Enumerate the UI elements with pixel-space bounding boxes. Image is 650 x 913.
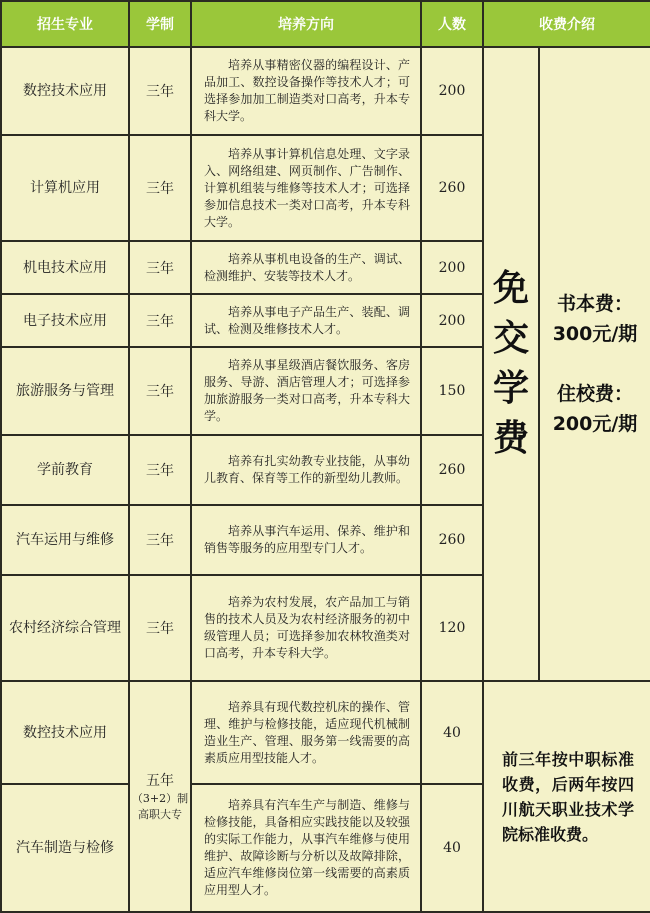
header-direction: 培养方向: [191, 1, 421, 47]
tuition-free-label: [484, 264, 538, 464]
five-year-line: 五年: [146, 772, 174, 789]
duration: 三年: [129, 347, 191, 435]
major-name: 农村经济综合管理: [1, 575, 129, 681]
major-name: 电子技术应用: [1, 294, 129, 347]
five-year-duration: [129, 681, 191, 912]
direction-text: 培养从事计算机信息处理、文字录入、网络组建、网页制作、广告制作、计算机组装与维修等技术人才；可选择参加信息技术一类对口高考，升本专科大学。: [191, 135, 421, 241]
major-name: 数控技术应用: [1, 681, 129, 784]
duration: 三年: [129, 505, 191, 575]
header-major: 招生专业: [1, 1, 129, 47]
duration: 三年: [129, 294, 191, 347]
header-row: [1, 1, 650, 47]
major-name: 汽车制造与检修: [1, 784, 129, 912]
duration: 三年: [129, 135, 191, 241]
direction-text: 培养具有现代数控机床的操作、管理、维护与检修技能，适应现代机械制造业生产、管理、服务第一线需要的高素质应用型技能人才。: [191, 681, 421, 784]
direction-text: 培养从事电子产品生产、装配、调试、检测及维修技术人才。: [191, 294, 421, 347]
free-char: 费: [492, 418, 529, 459]
duration: 三年: [129, 47, 191, 135]
header-fee: 收费介绍: [483, 1, 650, 47]
enrollment-count: 150: [421, 347, 483, 435]
major-name: 学前教育: [1, 435, 129, 505]
direction-text: 培养为农村发展，农产品加工与销售的技术人员及为农村经济服务的初中级管理人员；可选择参加农林牧渔类对口高考，升本专科大学。: [191, 575, 421, 681]
tuition-free-cell: [483, 47, 539, 681]
free-char: 交: [492, 318, 529, 359]
direction-text: 培养从事机电设备的生产、调试、检测维护、安装等技术人才。: [191, 241, 421, 294]
duration: 三年: [129, 435, 191, 505]
major-name: 计算机应用: [1, 135, 129, 241]
enrollment-count: 40: [421, 681, 483, 784]
enrollment-count: 260: [421, 135, 483, 241]
boarding-fee-label: 住校费：: [556, 383, 633, 405]
header-count: 人数: [421, 1, 483, 47]
enrollment-count: 200: [421, 47, 483, 135]
free-char: 免: [492, 268, 529, 309]
direction-text: 培养有扎实幼教专业技能，从事幼儿教育、保育等工作的新型幼儿教师。: [191, 435, 421, 505]
header-duration: 学制: [129, 1, 191, 47]
free-char: 学: [492, 368, 529, 409]
direction-text: 培养从事汽车运用、保养、维护和销售等服务的应用型专门人才。: [191, 505, 421, 575]
duration: 三年: [129, 241, 191, 294]
books-fee-label: 书本费：: [556, 293, 633, 315]
enrollment-count: 260: [421, 435, 483, 505]
direction-text: 培养从事精密仪器的编程设计、产品加工、数控设备操作等技术人才；可选择参加加工制造类对口高考，升本专科大学。: [191, 47, 421, 135]
five-year-line: 高职大专: [138, 807, 182, 821]
fee-details-cell: [539, 47, 650, 681]
five-year-line: （3+2）制: [131, 791, 189, 805]
enrollment-count: 200: [421, 241, 483, 294]
enrollment-count: 40: [421, 784, 483, 912]
enrollment-count: 200: [421, 294, 483, 347]
major-name: 机电技术应用: [1, 241, 129, 294]
enrollment-count: 260: [421, 505, 483, 575]
five-year-fee-note: 前三年按中职标准收费，后两年按四川航天职业技术学院标准收费。: [483, 681, 650, 912]
major-name: 汽车运用与维修: [1, 505, 129, 575]
major-name: 旅游服务与管理: [1, 347, 129, 435]
books-fee-value: 300元/期: [552, 323, 638, 345]
boarding-fee-value: 200元/期: [552, 413, 638, 435]
enrollment-count: 120: [421, 575, 483, 681]
duration: 三年: [129, 575, 191, 681]
major-name: 数控技术应用: [1, 47, 129, 135]
direction-text: 培养具有汽车生产与制造、维修与检修技能，具备相应实践技能以及较强的实际工作能力，从事汽车维修与使用维护、故障诊断与分析以及故障排除，适应汽车维修岗位第一线需要的高素质应用型人才。: [191, 784, 421, 912]
table-row: [1, 681, 650, 784]
table-row: [1, 47, 650, 135]
direction-text: 培养从事星级酒店餐饮服务、客房服务、导游、酒店管理人才；可选择参加旅游服务一类对口高考，升本专科大学。: [191, 347, 421, 435]
